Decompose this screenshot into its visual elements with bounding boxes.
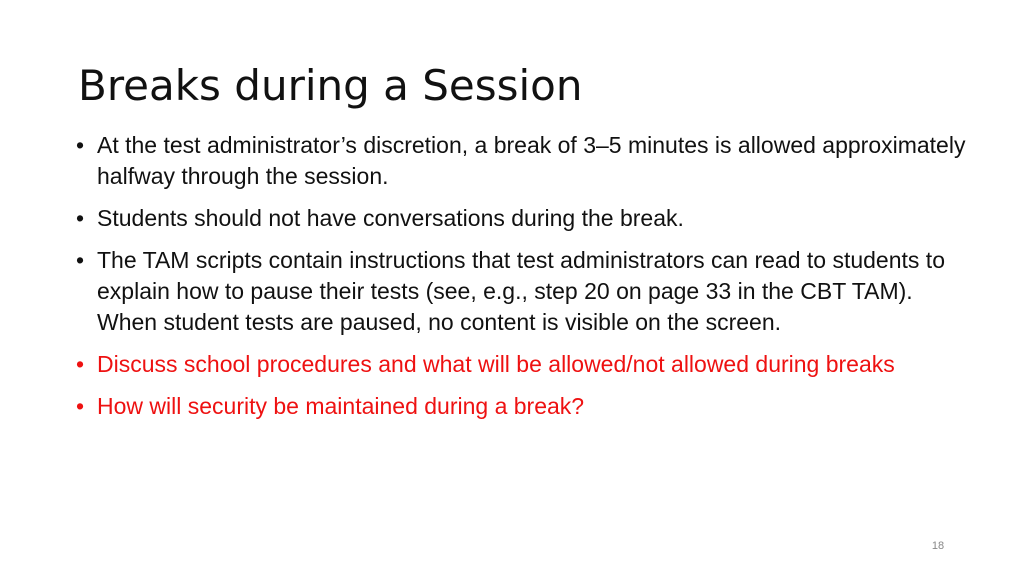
bullet-text: Discuss school procedures and what will be allowed/not allowed during breaks <box>97 351 895 377</box>
bullet-dot-icon: • <box>76 351 85 377</box>
bullet-item-highlighted <box>76 349 976 380</box>
slide-title: Breaks during a Session <box>78 61 583 110</box>
bullet-item <box>76 203 976 234</box>
bullet-dot-icon: • <box>76 205 85 231</box>
page-number: 18 <box>931 540 945 552</box>
bullet-item <box>76 245 976 338</box>
bullet-item <box>76 130 976 192</box>
bullet-list <box>76 130 976 433</box>
bullet-dot-icon: • <box>76 132 85 158</box>
bullet-item-highlighted <box>76 391 976 422</box>
bullet-dot-icon: • <box>76 247 85 273</box>
bullet-text: The TAM scripts contain instructions that test administrators can read to students to explain how to pause their tests (see, e.g., step 20 on page 33 in the CBT TAM). When student tests are paused, no content is visible on the screen. <box>97 247 945 335</box>
bullet-text: Students should not have conversations during the break. <box>97 205 684 231</box>
bullet-text: At the test administrator’s discretion, a break of 3–5 minutes is allowed approximately halfway through the session. <box>97 132 966 189</box>
bullet-text: How will security be maintained during a break? <box>97 393 585 419</box>
bullet-dot-icon: • <box>76 393 85 419</box>
